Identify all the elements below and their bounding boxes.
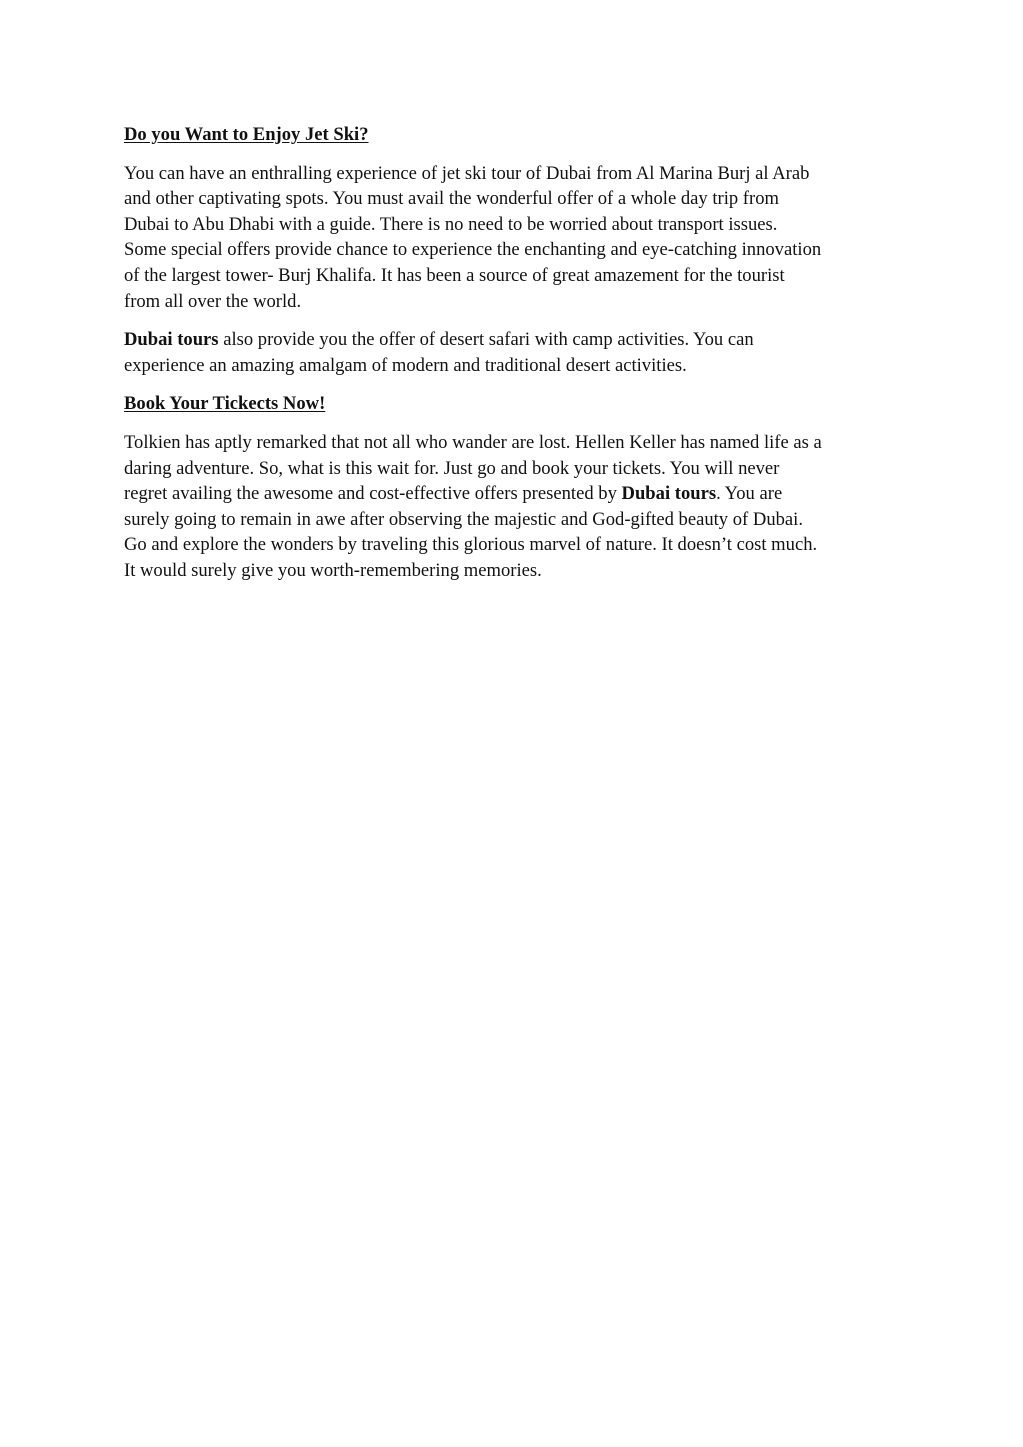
paragraph-line: You can have an enthralling experience of jet ski tour of Dubai from Al Marina Burj al Arab (124, 162, 810, 184)
jet-ski-heading: Do you Want to Enjoy Jet Ski? (124, 124, 369, 145)
paragraph-text: . You are (716, 483, 783, 505)
paragraph-line: from all over the world. (124, 290, 302, 312)
paragraph-line: Go and explore the wonders by traveling this glorious marvel of nature. It doesn’t cost much. (124, 534, 818, 556)
paragraph-line: and other captivating spots. You must avail the wonderful offer of a whole day trip from (124, 188, 779, 210)
dubai-tours-bold-text: Dubai tours (124, 329, 219, 351)
paragraph-line: of the largest tower- Burj Khalifa. It has been a source of great amazement for the tourist (124, 264, 785, 286)
book-tickets-heading: Book Your Tickects Now! (124, 393, 326, 415)
book-tickets-paragraph (124, 430, 904, 584)
paragraph-line: Some special offers provide chance to experience the enchanting and eye-catching innovation (124, 239, 822, 261)
paragraph-line: surely going to remain in awe after observing the majestic and God-gifted beauty of Dubai. (124, 508, 803, 530)
paragraph-line: Dubai to Abu Dhabi with a guide. There is no need to be worried about transport issues. (124, 213, 778, 235)
document-page (124, 122, 904, 597)
paragraph-text: regret availing the awesome and cost-effective offers presented by (124, 483, 622, 505)
paragraph-line (124, 327, 904, 353)
paragraph-line: It would surely give you worth-remembering memories. (124, 559, 542, 581)
dubai-tours-bold-text: Dubai tours (621, 483, 717, 505)
paragraph-line (124, 481, 904, 507)
paragraph-text: also provide you the offer of desert safari with camp activities. You can (218, 329, 754, 351)
paragraph-line: daring adventure. So, what is this wait for. Just go and book your tickets. You will never (124, 457, 780, 479)
paragraph-line: Tolkien has aptly remarked that not all who wander are lost. Hellen Keller has named life as a (124, 431, 822, 453)
paragraph-line: experience an amazing amalgam of modern and traditional desert activities. (124, 354, 687, 376)
desert-safari-paragraph (124, 327, 904, 378)
jet-ski-paragraph (124, 161, 904, 315)
